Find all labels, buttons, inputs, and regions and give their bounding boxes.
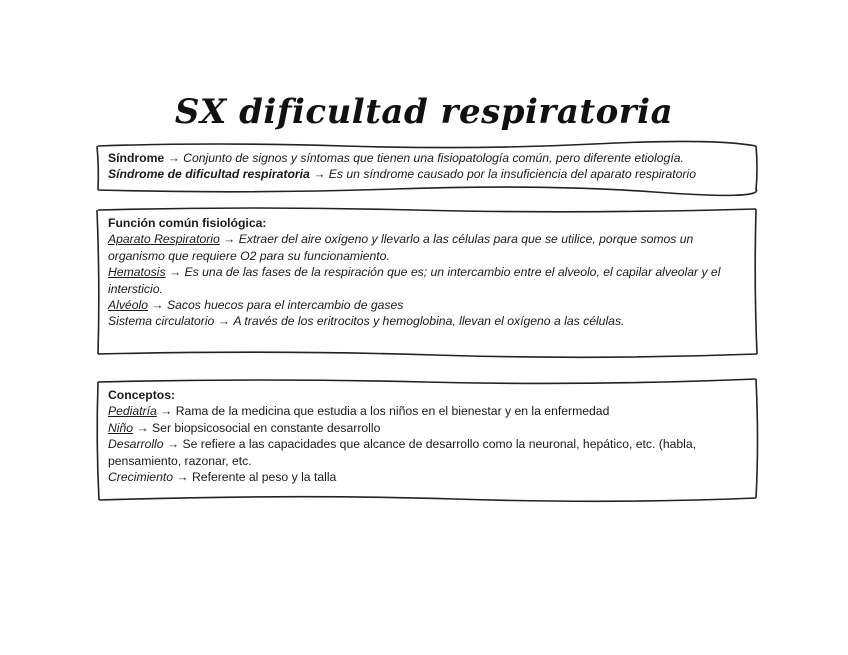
section-heading: Conceptos: <box>108 388 176 402</box>
term: Sistema circulatorio <box>108 314 215 329</box>
definition-sindrome <box>108 150 746 166</box>
concepts-box <box>100 382 754 498</box>
arrow-icon: → <box>136 420 149 435</box>
item-text: Es una de las fases de la respiración que es; un intercambio entre el alveolo, el capilar alveolar y el intersticio. <box>108 265 721 296</box>
term-sindrome: Síndrome <box>108 151 165 165</box>
item-hematosis <box>108 264 746 297</box>
item-text: Extraer del aire oxígeno y llevarlo a las células para que se utilice, porque somos un organismo que requiere O2 para su funcionamiento. <box>108 232 694 263</box>
term: Crecimiento <box>108 470 174 485</box>
item-text: Referente al peso y la talla <box>188 470 337 485</box>
page-title: SX dificultad respiratoria <box>174 92 674 132</box>
term: Pediatría <box>108 404 157 419</box>
definitions-box <box>100 146 754 188</box>
term: Hematosis <box>108 265 166 280</box>
item-desarrollo <box>108 436 746 469</box>
item-alveolo <box>108 297 746 313</box>
definition-text: Es un síndrome causado por la insuficiencia del aparato respiratorio <box>328 167 696 182</box>
arrow-icon: → <box>166 437 180 452</box>
item-crecimiento <box>108 469 746 485</box>
item-pediatria <box>108 403 746 419</box>
term: Desarrollo <box>108 437 164 452</box>
item-sistema-circulatorio <box>108 313 746 329</box>
item-text: Se refiere a las capacidades que alcance de desarrollo como la neuronal, hepático, etc. (habla, pensamiento, razonar, etc. <box>108 437 697 468</box>
arrow-icon: → <box>168 265 182 280</box>
term: Niño <box>108 420 134 435</box>
arrow-icon: → <box>217 314 230 329</box>
item-text: Rama de la medicina que estudia a los niños en el bienestar y en la enfermedad <box>172 404 610 419</box>
term: Aparato Respiratorio <box>108 232 220 247</box>
term-sdr: Síndrome de dificultad respiratoria <box>108 167 310 182</box>
function-box <box>100 210 754 352</box>
arrow-icon: → <box>313 167 326 182</box>
definition-sdr <box>108 166 746 182</box>
section-heading: Función común fisiológica: <box>108 216 267 230</box>
item-aparato-respiratorio <box>108 231 746 264</box>
arrow-icon: → <box>151 298 164 313</box>
item-text: Sacos huecos para el intercambio de gases <box>166 298 404 313</box>
term: Alvéolo <box>108 298 148 313</box>
arrow-icon: → <box>176 470 189 485</box>
item-text: A través de los eritrocitos y hemoglobina, llevan el oxígeno a las células. <box>233 314 625 329</box>
arrow-icon: → <box>223 232 236 247</box>
arrow-icon: → <box>167 151 180 165</box>
item-text: Ser biopsicosocial en constante desarrollo <box>148 420 381 435</box>
item-nino <box>108 420 746 436</box>
definition-text: Conjunto de signos y síntomas que tienen una fisiopatología común, pero diferente etiología. <box>179 151 684 165</box>
arrow-icon: → <box>160 404 173 419</box>
